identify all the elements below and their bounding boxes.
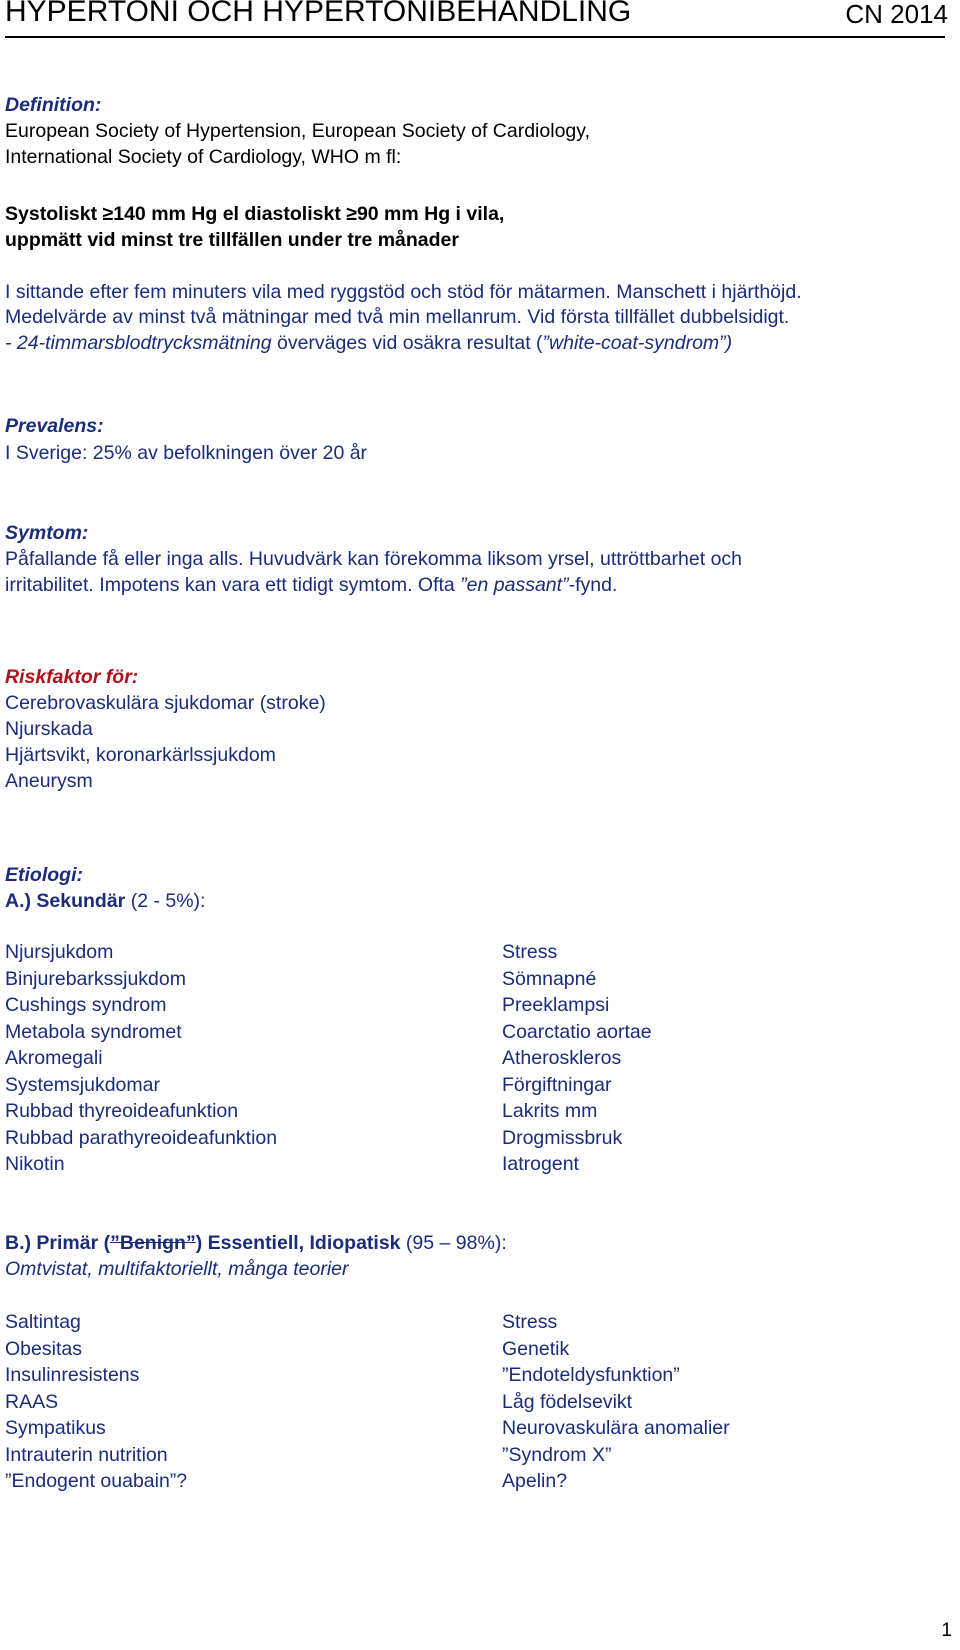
primar-label-rest: ) Essentiell, Idiopatisk bbox=[195, 1232, 401, 1254]
list-item: Nikotin bbox=[5, 1153, 65, 1175]
list-item: Metabola syndromet bbox=[5, 1020, 182, 1043]
list-item: Systemsjukdomar bbox=[5, 1073, 160, 1096]
list-item: ”Endoteldysfunktion” bbox=[502, 1364, 680, 1386]
primar-list-left bbox=[5, 1309, 187, 1495]
symtom-line-2 bbox=[5, 572, 617, 598]
measurement-line-3-b: överväges vid osäkra resultat ( bbox=[271, 332, 543, 354]
symtom-heading: Symtom: bbox=[5, 522, 89, 544]
list-item: ”Syndrom X” bbox=[502, 1443, 612, 1466]
definition-line-1: European Society of Hypertension, European Society of Cardiology, bbox=[5, 120, 590, 142]
list-item: Förgiftningar bbox=[502, 1073, 612, 1096]
list-item: Atheroskleros bbox=[502, 1047, 622, 1069]
measurement-line-2-a: Medelvärde av minst två mätningar med två min mellanrum. bbox=[5, 306, 528, 328]
list-item: Saltintag bbox=[5, 1311, 81, 1333]
measurement-line-3-c: ”white-coat-syndrom”) bbox=[542, 332, 733, 354]
definition-criteria-1: Systoliskt ≥140 mm Hg el diastoliskt ≥90 mm Hg i vila, bbox=[5, 203, 505, 225]
list-item: Sympatikus bbox=[5, 1417, 106, 1439]
list-item: Neurovaskulära anomalier bbox=[502, 1417, 730, 1439]
list-item: Iatrogent bbox=[502, 1153, 579, 1175]
symtom-line-2-b: ”en passant” bbox=[460, 574, 569, 596]
measurement-line-2 bbox=[5, 304, 789, 330]
prevalens-heading: Prevalens: bbox=[5, 415, 104, 437]
riskfaktor-item: Aneurysm bbox=[5, 770, 93, 792]
list-item: Sömnapné bbox=[502, 967, 597, 990]
list-item: Genetik bbox=[502, 1337, 570, 1360]
list-item: Intrauterin nutrition bbox=[5, 1443, 168, 1466]
list-item: Stress bbox=[502, 1311, 558, 1333]
title-rule bbox=[5, 36, 945, 38]
list-item: Cushings syndrom bbox=[5, 994, 167, 1016]
measurement-line-2-b: Vid första tillfället dubbelsidigt. bbox=[527, 306, 790, 328]
primar-note: Omtvistat, multifaktoriellt, många teorier bbox=[5, 1258, 349, 1280]
list-item: Rubbad thyreoideafunktion bbox=[5, 1100, 239, 1122]
primar-heading bbox=[5, 1230, 507, 1256]
symtom-line-2-c: -fynd. bbox=[568, 574, 618, 596]
symtom-line-2-a: irritabilitet. Impotens kan vara ett tidigt symtom. Ofta bbox=[5, 574, 461, 596]
definition-criteria-2: uppmätt vid minst tre tillfällen under tre månader bbox=[5, 229, 459, 251]
measurement-line-1-b: Manschett i hjärthöjd. bbox=[616, 281, 802, 303]
primar-percentage: (95 – 98%): bbox=[400, 1232, 507, 1254]
sekundar-label: A.) Sekundär bbox=[5, 890, 126, 912]
prevalens-text: I Sverige: 25% av befolkningen över 20 år bbox=[5, 442, 368, 464]
definition-heading: Definition: bbox=[5, 94, 102, 116]
riskfaktor-item: Cerebrovaskulära sjukdomar (stroke) bbox=[5, 692, 326, 714]
list-item: Apelin? bbox=[502, 1470, 568, 1492]
definition-line-2: International Society of Cardiology, WHO m fl: bbox=[5, 146, 402, 168]
list-item: Insulinresistens bbox=[5, 1364, 140, 1386]
list-item: Preeklampsi bbox=[502, 994, 610, 1016]
etiologi-heading: Etiologi: bbox=[5, 864, 83, 886]
sekundar-heading bbox=[5, 888, 205, 914]
list-item: Drogmissbruk bbox=[502, 1126, 623, 1149]
measurement-line-1-a: I sittande efter fem minuters vila med ryggstöd och stöd för mätarmen. bbox=[5, 281, 617, 303]
primar-label: B.) Primär ( bbox=[5, 1232, 111, 1254]
list-item: Stress bbox=[502, 941, 558, 963]
list-item: ”Endogent ouabain”? bbox=[5, 1470, 188, 1492]
list-item: Coarctatio aortae bbox=[502, 1020, 652, 1043]
riskfaktor-heading: Riskfaktor för: bbox=[5, 666, 139, 688]
list-item: Låg födelsevikt bbox=[502, 1390, 633, 1413]
primar-list-right bbox=[502, 1309, 730, 1495]
page-number: 1 bbox=[941, 1620, 952, 1641]
primar-struck-word: ”Benign” bbox=[110, 1232, 196, 1254]
measurement-line-3 bbox=[5, 330, 732, 356]
riskfaktor-item: Hjärtsvikt, koronarkärlssjukdom bbox=[5, 744, 276, 766]
list-item: Akromegali bbox=[5, 1047, 103, 1069]
list-item: Rubbad parathyreoideafunktion bbox=[5, 1126, 278, 1149]
list-item: Obesitas bbox=[5, 1337, 82, 1360]
sekundar-percentage: (2 - 5%): bbox=[125, 890, 206, 912]
list-item: Lakrits mm bbox=[502, 1100, 598, 1122]
measurement-line-3-a: - 24-timmarsblodtrycksmätning bbox=[5, 332, 272, 354]
measurement-line-1 bbox=[5, 279, 802, 305]
list-item: Binjurebarkssjukdom bbox=[5, 967, 186, 990]
document-code: CN 2014 bbox=[845, 0, 948, 29]
riskfaktor-item: Njurskada bbox=[5, 718, 93, 740]
sekundar-list-right bbox=[502, 939, 652, 1178]
list-item: RAAS bbox=[5, 1390, 59, 1413]
document-title: HYPERTONI OCH HYPERTONIBEHANDLING bbox=[5, 0, 632, 28]
list-item: Njursjukdom bbox=[5, 941, 114, 963]
sekundar-list-left bbox=[5, 939, 277, 1178]
symtom-line-1: Påfallande få eller inga alls. Huvudvärk kan förekomma liksom yrsel, uttröttbarhet och bbox=[5, 548, 743, 570]
